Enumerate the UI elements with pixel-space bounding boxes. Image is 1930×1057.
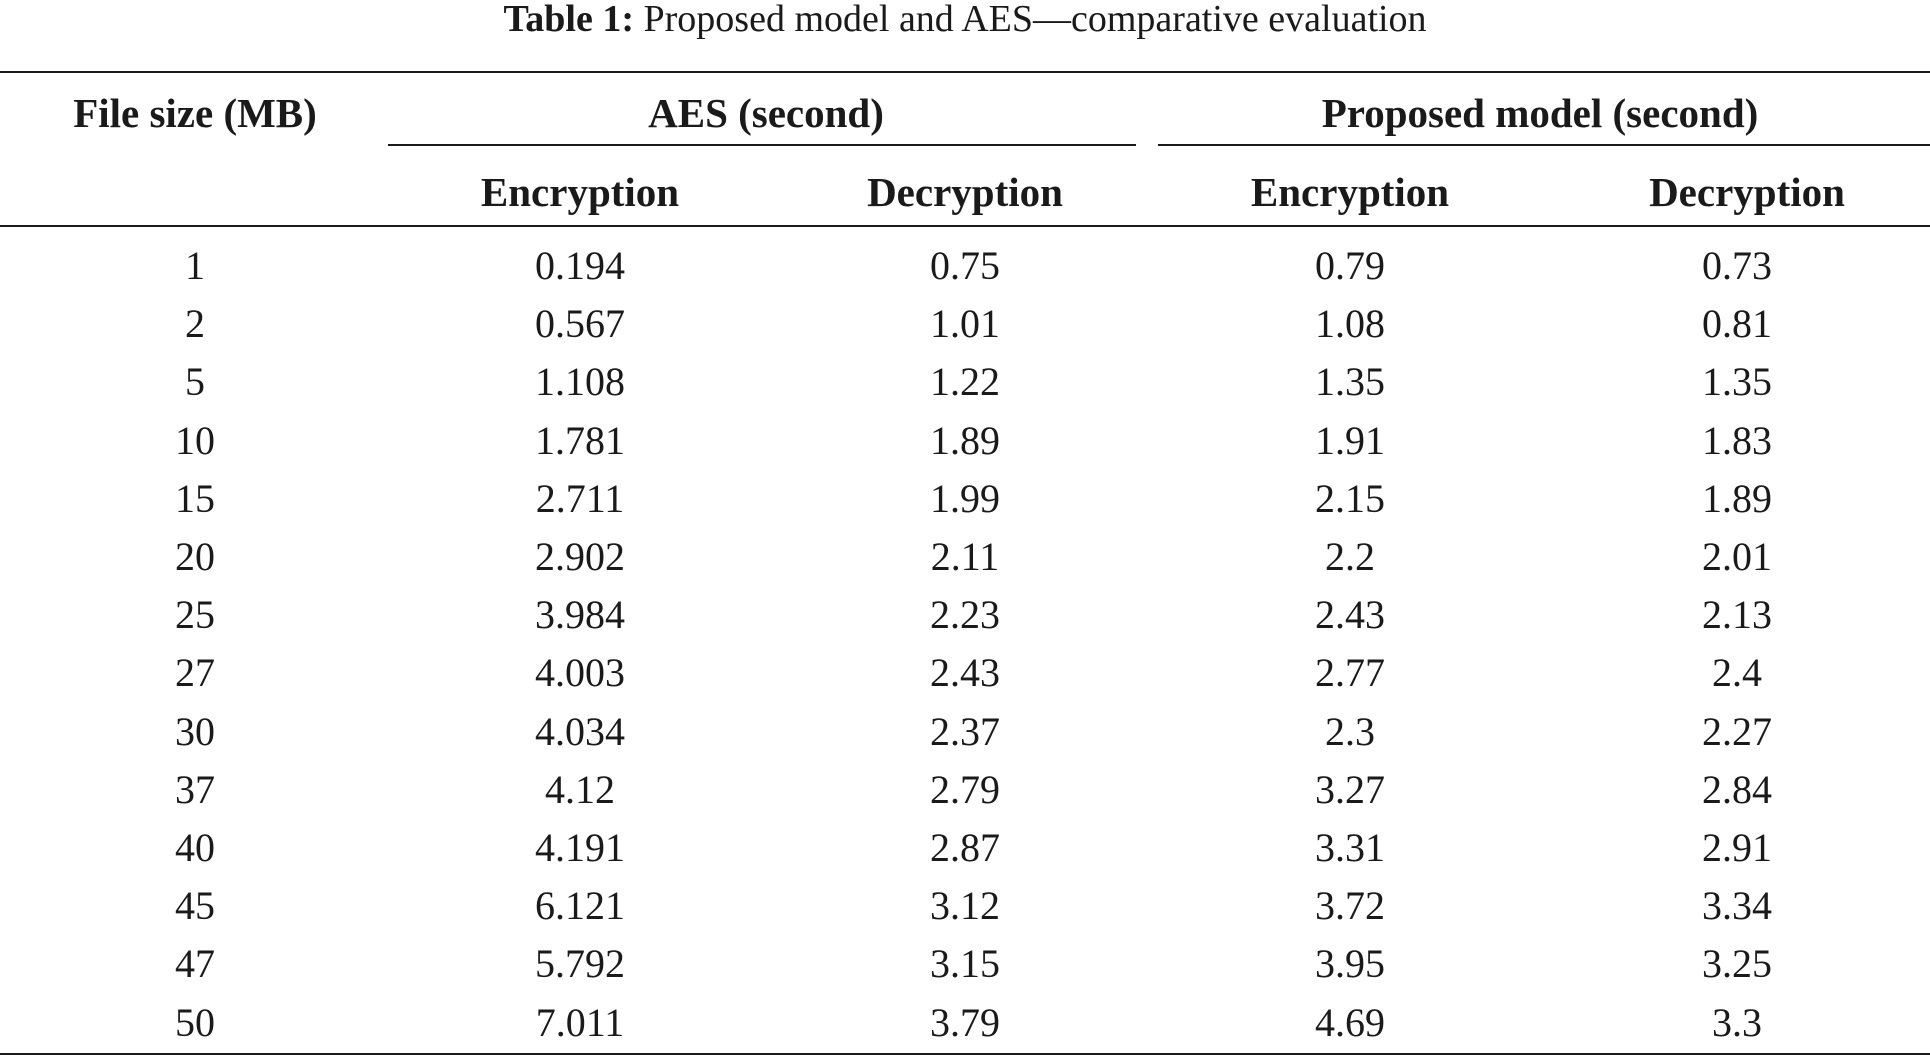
cell-file-size: 15 [175,476,215,521]
cell-aes-encryption: 3.984 [535,592,625,637]
cell-file-size: 27 [175,650,215,695]
cell-aes-decryption: 2.79 [930,767,1000,812]
caption-label: Table 1: [503,0,635,40]
cell-aes-decryption: 3.12 [930,883,1000,928]
cell-proposed-decryption: 3.3 [1712,1000,1762,1045]
cell-proposed-encryption: 2.43 [1315,592,1385,637]
header-file-size: File size (MB) [73,90,317,136]
cell-file-size: 2 [185,301,205,346]
caption-text: Proposed model and AES—comparative evaluation [643,0,1427,40]
cell-proposed-decryption: 1.89 [1702,476,1772,521]
cell-proposed-encryption: 0.79 [1315,243,1385,288]
cell-aes-encryption: 0.567 [535,301,625,346]
cell-aes-encryption: 1.781 [535,418,625,463]
cell-aes-encryption: 1.108 [535,359,625,404]
cell-aes-encryption: 0.194 [535,243,625,288]
header-proposed-decryption: Decryption [1649,169,1845,215]
cell-file-size: 50 [175,1000,215,1045]
cell-aes-decryption: 1.01 [930,301,1000,346]
cell-proposed-decryption: 2.91 [1702,825,1772,870]
header-group-aes: AES (second) [648,90,884,136]
cell-aes-decryption: 2.11 [930,534,1000,579]
cell-file-size: 37 [175,767,215,812]
cell-file-size: 45 [175,883,215,928]
cell-proposed-encryption: 3.72 [1315,883,1385,928]
cell-proposed-decryption: 2.27 [1702,709,1772,754]
header-rule [0,225,1930,227]
cell-aes-decryption: 1.99 [930,476,1000,521]
aes-group-rule [388,144,1136,146]
cell-file-size: 40 [175,825,215,870]
header-proposed-encryption: Encryption [1250,169,1450,215]
cell-proposed-encryption: 2.77 [1315,650,1385,695]
cell-aes-encryption: 4.12 [545,767,615,812]
cell-proposed-encryption: 2.2 [1325,534,1375,579]
cell-file-size: 25 [175,592,215,637]
cell-proposed-decryption: 2.01 [1702,534,1772,579]
cell-file-size: 47 [175,941,215,986]
cell-proposed-decryption: 3.34 [1702,883,1772,928]
cell-proposed-encryption: 3.27 [1315,767,1385,812]
cell-file-size: 20 [175,534,215,579]
top-rule [0,71,1930,73]
cell-file-size: 1 [185,243,205,288]
cell-aes-decryption: 2.43 [930,650,1000,695]
cell-aes-decryption: 2.37 [930,709,1000,754]
cell-aes-decryption: 3.15 [930,941,1000,986]
cell-proposed-decryption: 0.73 [1702,243,1772,288]
cell-proposed-encryption: 3.95 [1315,941,1385,986]
cell-aes-decryption: 2.23 [930,592,1000,637]
cell-proposed-encryption: 1.08 [1315,301,1385,346]
cell-aes-decryption: 1.22 [930,359,1000,404]
cell-aes-decryption: 1.89 [930,418,1000,463]
cell-aes-encryption: 6.121 [535,883,625,928]
cell-proposed-decryption: 1.83 [1702,418,1772,463]
cell-aes-encryption: 2.902 [535,534,625,579]
cell-aes-encryption: 2.711 [535,476,625,521]
cell-file-size: 10 [175,418,215,463]
cell-aes-encryption: 5.792 [535,941,625,986]
cell-aes-encryption: 4.003 [535,650,625,695]
cell-proposed-decryption: 2.13 [1702,592,1772,637]
cell-aes-encryption: 4.191 [535,825,625,870]
header-aes-encryption: Encryption [480,169,680,215]
cell-aes-encryption: 7.011 [535,1000,625,1045]
cell-proposed-decryption: 2.4 [1712,650,1762,695]
proposed-group-rule [1158,144,1930,146]
header-group-proposed: Proposed model (second) [1321,90,1759,136]
cell-proposed-encryption: 1.35 [1315,359,1385,404]
cell-proposed-decryption: 2.84 [1702,767,1772,812]
cell-proposed-decryption: 1.35 [1702,359,1772,404]
cell-proposed-encryption: 4.69 [1315,1000,1385,1045]
cell-file-size: 5 [185,359,205,404]
cell-aes-decryption: 0.75 [930,243,1000,288]
cell-proposed-encryption: 2.15 [1315,476,1385,521]
cell-aes-decryption: 3.79 [930,1000,1000,1045]
bottom-rule [0,1053,1930,1055]
cell-proposed-encryption: 3.31 [1315,825,1385,870]
cell-file-size: 30 [175,709,215,754]
cell-proposed-encryption: 2.3 [1325,709,1375,754]
cell-aes-decryption: 2.87 [930,825,1000,870]
cell-proposed-decryption: 3.25 [1702,941,1772,986]
table-caption [0,0,1930,38]
cell-proposed-decryption: 0.81 [1702,301,1772,346]
cell-aes-encryption: 4.034 [535,709,625,754]
header-aes-decryption: Decryption [867,169,1063,215]
cell-proposed-encryption: 1.91 [1315,418,1385,463]
